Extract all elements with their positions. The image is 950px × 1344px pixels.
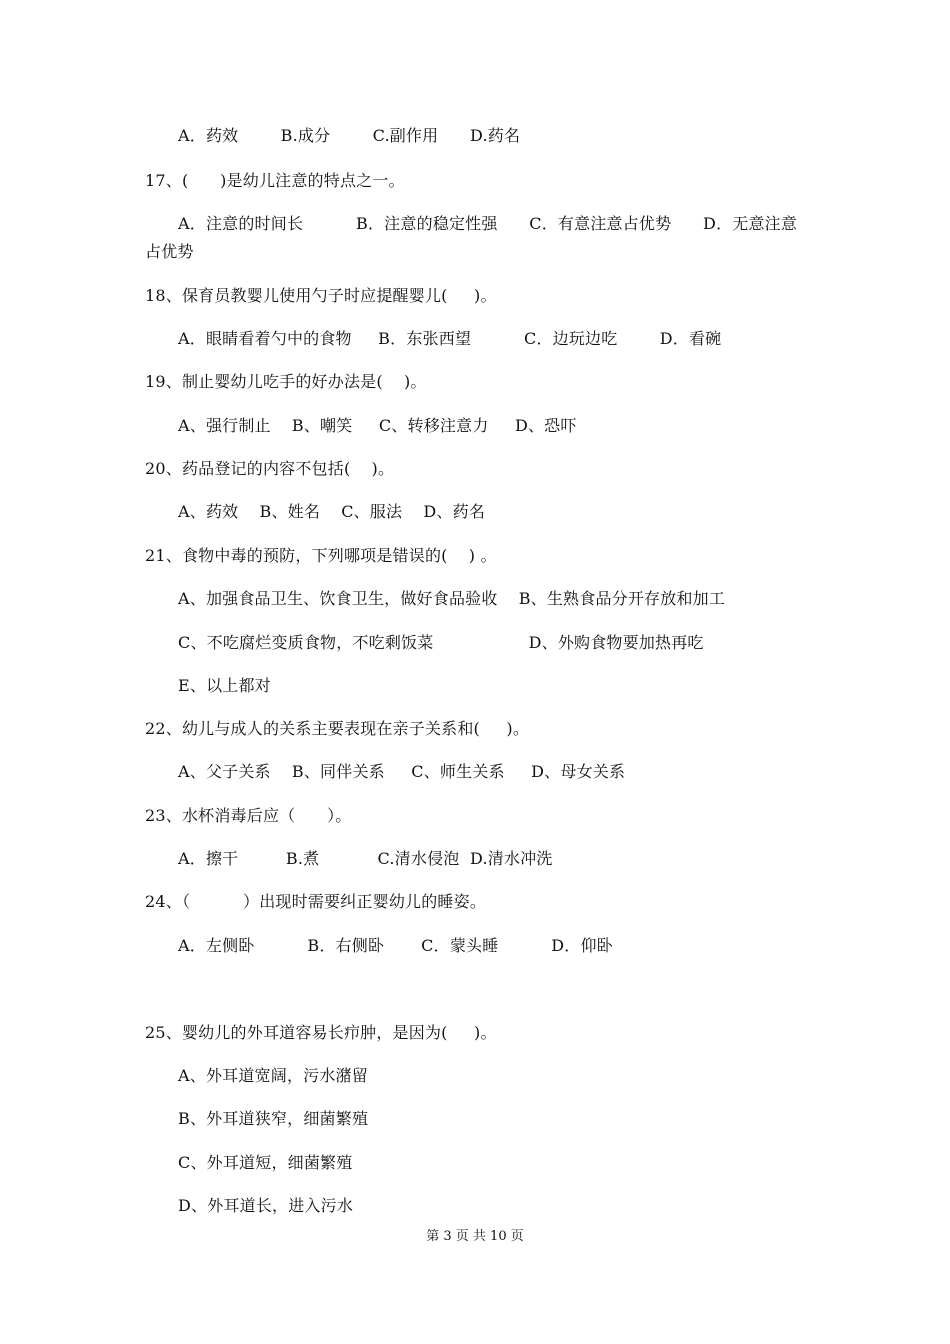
question-17: 17、( )是幼儿注意的特点之一。 bbox=[145, 171, 405, 190]
option-line-21-e: E、以上都对 bbox=[178, 676, 271, 695]
option-line-24: A．左侧卧 B．右侧卧 C．蒙头睡 D．仰卧 bbox=[178, 936, 613, 955]
option-line-18: A．眼睛看着勺中的食物 B．东张西望 C．边玩边吃 D．看碗 bbox=[178, 329, 722, 348]
option-line-17-wrap: 占优势 bbox=[145, 242, 194, 261]
question-25: 25、婴幼儿的外耳道容易长疖肿，是因为( )。 bbox=[145, 1023, 497, 1042]
question-19: 19、制止婴幼儿吃手的好办法是( )。 bbox=[145, 372, 427, 391]
option-line-21-ab: A、加强食品卫生、饮食卫生，做好食品验收 B、生熟食品分开存放和加工 bbox=[178, 589, 726, 608]
page-number-footer: 第 3 页 共 10 页 bbox=[426, 1229, 524, 1244]
question-20: 20、药品登记的内容不包括( )。 bbox=[145, 459, 395, 478]
option-25-c: C、外耳道短，细菌繁殖 bbox=[178, 1153, 353, 1172]
question-23: 23、水杯消毒后应（ ）。 bbox=[145, 806, 352, 825]
option-25-a: A、外耳道宽阔，污水潴留 bbox=[178, 1066, 368, 1085]
option-25-d: D、外耳道长，进入污水 bbox=[178, 1196, 354, 1215]
option-line-21-cd: C、不吃腐烂变质食物，不吃剩饭菜 D、外购食物要加热再吃 bbox=[178, 633, 704, 652]
option-line-20: A、药效 B、姓名 C、服法 D、药名 bbox=[178, 502, 486, 521]
option-line-22: A、父子关系 B、同伴关系 C、师生关系 D、母女关系 bbox=[178, 762, 626, 781]
option-line-17: A．注意的时间长 B．注意的稳定性强 C．有意注意占优势 D．无意注意 bbox=[178, 214, 798, 233]
option-line-16: A．药效 B.成分 C.副作用 D.药名 bbox=[178, 126, 521, 145]
question-21: 21、食物中毒的预防，下列哪项是错误的( ) 。 bbox=[145, 546, 497, 565]
question-22: 22、幼儿与成人的关系主要表现在亲子关系和( )。 bbox=[145, 719, 530, 738]
question-24: 24、（ ）出现时需要纠正婴幼儿的睡姿。 bbox=[145, 892, 487, 911]
option-line-19: A、强行制止 B、嘲笑 C、转移注意力 D、恐吓 bbox=[178, 416, 577, 435]
question-18: 18、保育员教婴儿使用勺子时应提醒婴儿( )。 bbox=[145, 286, 497, 305]
option-line-23: A．擦干 B.煮 C.清水侵泡 D.清水冲洗 bbox=[178, 849, 553, 868]
option-25-b: B、外耳道狭窄，细菌繁殖 bbox=[178, 1109, 369, 1128]
